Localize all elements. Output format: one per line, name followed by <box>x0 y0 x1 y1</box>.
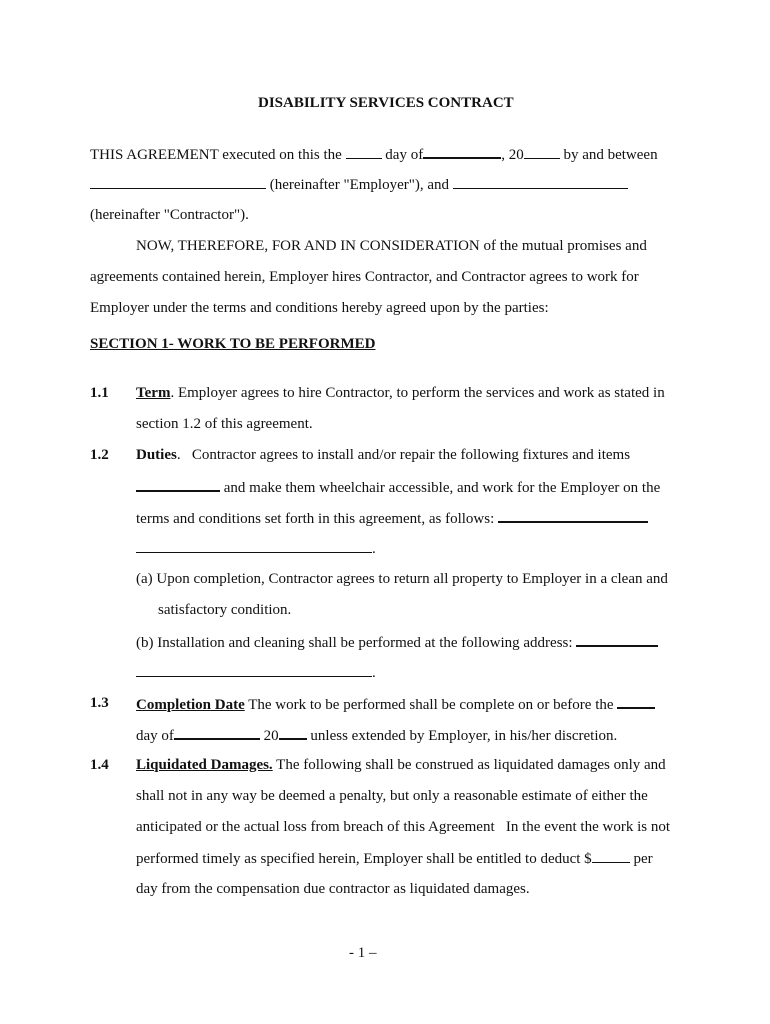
completion-month-blank[interactable] <box>174 725 260 740</box>
clause-text: The following shall be construed as liquidated damages only and <box>276 757 666 773</box>
year-blank[interactable] <box>524 145 560 159</box>
intro-text: (hereinafter "Employer"), and <box>269 177 449 193</box>
clause-text: . Employer agrees to hire Contractor, to perform the services and work as stated in <box>170 385 665 401</box>
clause-1-1-line-1 <box>136 384 665 402</box>
clause-1-2-line-4 <box>136 539 376 558</box>
clause-text: The work to be performed shall be complete on or before the <box>248 697 614 713</box>
completion-year-blank[interactable] <box>279 725 307 740</box>
clause-1-2-line-3 <box>136 508 648 528</box>
clause-1-4-line-2: shall not in any way be deemed a penalty, but only a reasonable estimate of either the <box>136 788 648 804</box>
intro-line-1 <box>90 144 658 164</box>
document-title: DISABILITY SERVICES CONTRACT <box>258 95 514 111</box>
clause-text: terms and conditions set forth in this agreement, as follows: <box>136 511 495 527</box>
clause-1-3-line-2 <box>136 725 617 745</box>
clause-text: 20 <box>263 728 279 744</box>
clause-text: unless extended by Employer, in his/her discretion. <box>310 728 618 744</box>
intro-text: day of <box>385 147 424 163</box>
clause-1-2-b-line-2 <box>136 663 376 682</box>
intro-text: by and between <box>563 147 658 163</box>
clause-number-1-2: 1.2 <box>90 447 109 463</box>
clause-1-2-a-line-2: satisfactory condition. <box>158 602 292 618</box>
address-blank[interactable] <box>576 632 658 647</box>
consideration-line-3: Employer under the terms and conditions hereby agreed upon by the parties: <box>90 300 549 316</box>
clause-text: per <box>633 851 653 867</box>
clause-1-4-line-1 <box>136 756 666 774</box>
clause-1-2-line-2 <box>136 477 660 497</box>
intro-text: THIS AGREEMENT executed on this the <box>90 147 342 163</box>
clause-1-4-line-4 <box>136 849 653 868</box>
clause-1-1-line-2: section 1.2 of this agreement. <box>136 416 313 432</box>
terms-continued-blank[interactable] <box>136 539 372 553</box>
clause-title-completion-date: Completion Date <box>136 697 245 713</box>
damages-amount-blank[interactable] <box>592 849 630 863</box>
clause-title-liquidated-damages: Liquidated Damages. <box>136 757 273 773</box>
clause-1-4-line-3: anticipated or the actual loss from breach of this Agreement In the event the work is not <box>136 819 671 835</box>
clause-1-2-b-line-1 <box>136 632 658 652</box>
clause-text: performed timely as specified herein, Employer shall be entitled to deduct $ <box>136 851 592 867</box>
clause-1-2-line-1 <box>136 446 630 464</box>
clause-number-1-1: 1.1 <box>90 385 109 401</box>
clause-text: and make them wheelchair accessible, and work for the Employer on the <box>223 480 661 496</box>
address-continued-blank[interactable] <box>136 663 372 677</box>
clause-title-duties: Duties <box>136 447 177 463</box>
consideration-line-1: NOW, THEREFORE, FOR AND IN CONSIDERATION of the mutual promises and <box>136 238 647 254</box>
page-number: - 1 – <box>349 945 377 961</box>
clause-text: (b) Installation and cleaning shall be performed at the following address: <box>136 635 573 651</box>
completion-day-blank[interactable] <box>617 694 655 709</box>
terms-blank[interactable] <box>498 508 648 523</box>
clause-text: . Contractor agrees to install and/or repair the following fixtures and items <box>176 447 631 463</box>
month-blank[interactable] <box>423 144 501 159</box>
clause-number-1-3: 1.3 <box>90 695 109 711</box>
intro-text: , 20 <box>501 147 524 163</box>
clause-1-2-a-line-1: (a) Upon completion, Contractor agrees to return all property to Employer in a clean and <box>136 571 668 587</box>
clause-text: . <box>372 665 376 681</box>
clause-text: . <box>372 541 376 557</box>
contractor-name-blank[interactable] <box>453 175 628 189</box>
intro-line-3: (hereinafter "Contractor"). <box>90 207 249 223</box>
intro-line-2 <box>90 175 628 194</box>
clause-title-term: Term <box>136 385 171 401</box>
day-blank[interactable] <box>346 145 382 159</box>
clause-1-3-line-1 <box>136 694 655 714</box>
clause-text: day of <box>136 728 174 744</box>
clause-1-4-line-5: day from the compensation due contractor as liquidated damages. <box>136 881 530 897</box>
employer-name-blank[interactable] <box>90 175 266 189</box>
fixtures-blank[interactable] <box>136 477 220 492</box>
section-1-heading: SECTION 1- WORK TO BE PERFORMED <box>90 336 376 352</box>
consideration-line-2: agreements contained herein, Employer hires Contractor, and Contractor agrees to work for <box>90 269 639 285</box>
clause-number-1-4: 1.4 <box>90 757 109 773</box>
